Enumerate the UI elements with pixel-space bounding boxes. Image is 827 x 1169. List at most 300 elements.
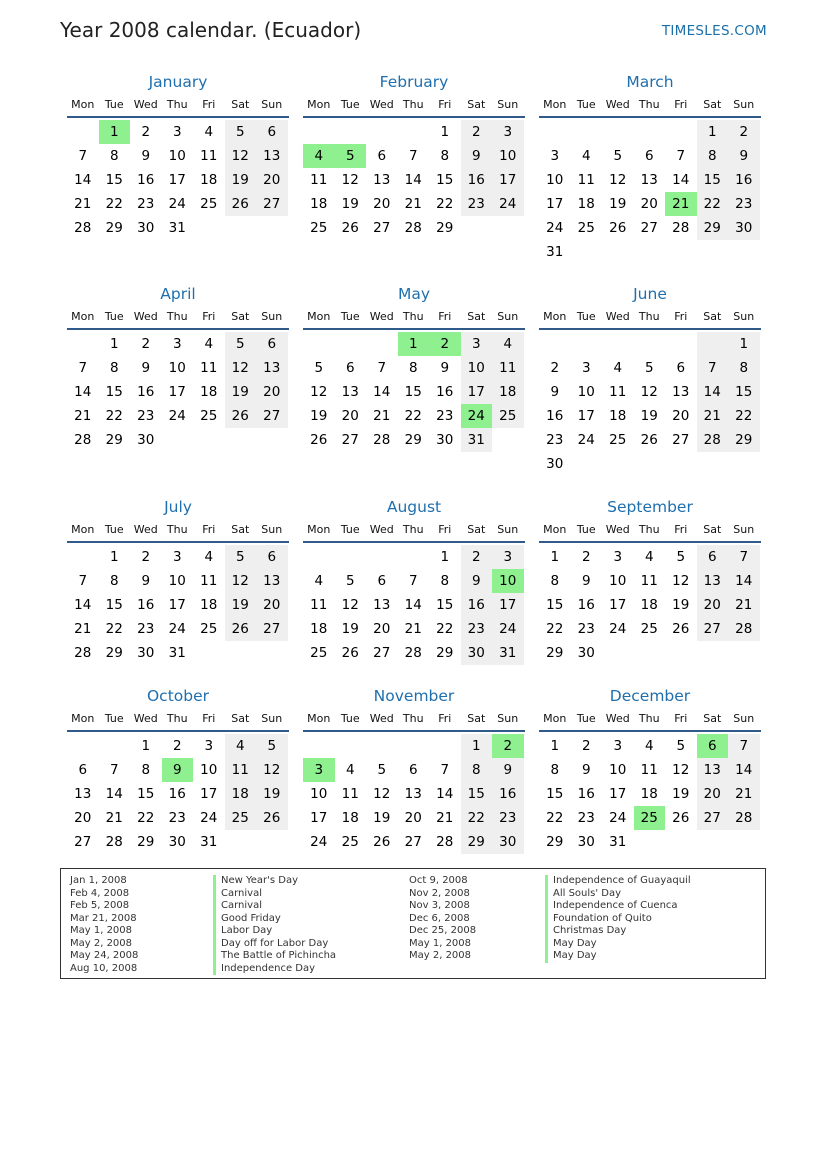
day-cell[interactable]: 21 (404, 196, 422, 212)
day-cell[interactable]: 24 (609, 810, 627, 826)
day-cell[interactable]: 26 (256, 806, 288, 830)
day-cell[interactable]: 19 (225, 593, 257, 617)
day-cell[interactable]: 28 (74, 432, 92, 448)
day-cell[interactable]: 20 (256, 168, 288, 192)
day-cell[interactable]: 19 (640, 408, 658, 424)
day-cell[interactable]: 11 (341, 786, 359, 802)
day-cell[interactable]: 23 (546, 432, 564, 448)
day-cell[interactable]: 24 (200, 810, 218, 826)
day-cell[interactable]: 2 (581, 738, 591, 754)
day-cell[interactable]: 8 (440, 573, 450, 589)
day-cell[interactable]: 26 (225, 192, 257, 216)
day-cell[interactable]: 17 (546, 196, 564, 212)
day-cell[interactable]: 21 (74, 621, 92, 637)
day-cell[interactable]: 22 (697, 192, 729, 216)
day-cell[interactable]: 29 (105, 220, 123, 236)
day-cell[interactable]: 17 (492, 593, 524, 617)
day-cell[interactable]: 2 (141, 124, 151, 140)
day-cell[interactable]: 16 (577, 786, 595, 802)
day-cell[interactable]: 20 (74, 810, 92, 826)
day-cell[interactable]: 4 (613, 360, 623, 376)
day-cell[interactable]: 4 (225, 734, 257, 758)
day-cell[interactable]: 18 (310, 196, 328, 212)
day-cell[interactable]: 20 (341, 408, 359, 424)
day-cell[interactable]: 28 (672, 220, 690, 236)
day-cell[interactable]: 11 (310, 597, 328, 613)
day-cell[interactable]: 13 (640, 172, 658, 188)
day-cell[interactable]: 8 (141, 762, 151, 778)
day-cell[interactable]: 12 (310, 384, 328, 400)
day-cell[interactable]: 14 (728, 569, 760, 593)
day-cell[interactable]: 5 (377, 762, 387, 778)
day-cell[interactable]: 3 (613, 738, 623, 754)
day-cell[interactable]: 31 (461, 428, 493, 452)
day-cell[interactable]: 23 (137, 196, 155, 212)
day-cell[interactable]: 22 (728, 404, 760, 428)
day-cell[interactable]: 11 (200, 360, 218, 376)
day-cell[interactable]: 5 (256, 734, 288, 758)
day-cell[interactable]: 19 (609, 196, 627, 212)
day-cell[interactable]: 30 (577, 834, 595, 850)
day-cell[interactable]: 3 (204, 738, 214, 754)
day-cell[interactable]: 12 (672, 762, 690, 778)
day-cell[interactable]: 23 (137, 621, 155, 637)
day-cell[interactable]: 10 (168, 573, 186, 589)
day-cell[interactable]: 22 (436, 196, 454, 212)
day-cell[interactable]: 31 (168, 645, 186, 661)
day-cell[interactable]: 27 (672, 432, 690, 448)
day-cell[interactable]: 4 (581, 148, 591, 164)
day-cell[interactable]: 16 (546, 408, 564, 424)
day-cell[interactable]: 26 (225, 404, 257, 428)
day-cell[interactable]: 6 (256, 120, 288, 144)
day-cell[interactable]: 30 (461, 641, 493, 665)
day-cell[interactable]: 28 (404, 645, 422, 661)
day-cell[interactable]: 14 (74, 172, 92, 188)
day-cell[interactable]: 1 (440, 124, 450, 140)
holiday-day-cell[interactable]: 4 (303, 144, 335, 168)
day-cell[interactable]: 16 (577, 597, 595, 613)
day-cell[interactable]: 11 (200, 573, 218, 589)
day-cell[interactable]: 17 (461, 380, 493, 404)
day-cell[interactable]: 29 (137, 834, 155, 850)
day-cell[interactable]: 8 (550, 573, 560, 589)
day-cell[interactable]: 3 (461, 332, 493, 356)
holiday-day-cell[interactable]: 1 (398, 332, 430, 356)
day-cell[interactable]: 1 (550, 549, 560, 565)
day-cell[interactable]: 2 (461, 545, 493, 569)
day-cell[interactable]: 1 (109, 336, 119, 352)
day-cell[interactable]: 11 (492, 356, 524, 380)
day-cell[interactable]: 31 (546, 244, 564, 260)
day-cell[interactable]: 1 (728, 332, 760, 356)
day-cell[interactable]: 2 (461, 120, 493, 144)
day-cell[interactable]: 4 (314, 573, 324, 589)
day-cell[interactable]: 8 (109, 360, 119, 376)
day-cell[interactable]: 17 (168, 384, 186, 400)
day-cell[interactable]: 15 (436, 172, 454, 188)
day-cell[interactable]: 2 (172, 738, 182, 754)
day-cell[interactable]: 12 (373, 786, 391, 802)
day-cell[interactable]: 21 (373, 408, 391, 424)
day-cell[interactable]: 31 (492, 641, 524, 665)
day-cell[interactable]: 5 (613, 148, 623, 164)
day-cell[interactable]: 1 (109, 549, 119, 565)
day-cell[interactable]: 6 (644, 148, 654, 164)
day-cell[interactable]: 18 (200, 172, 218, 188)
day-cell[interactable]: 30 (436, 432, 454, 448)
day-cell[interactable]: 10 (461, 356, 493, 380)
day-cell[interactable]: 18 (225, 782, 257, 806)
day-cell[interactable]: 6 (377, 148, 387, 164)
day-cell[interactable]: 5 (225, 332, 257, 356)
day-cell[interactable]: 17 (492, 168, 524, 192)
day-cell[interactable]: 15 (105, 172, 123, 188)
day-cell[interactable]: 1 (461, 734, 493, 758)
day-cell[interactable]: 6 (676, 360, 686, 376)
day-cell[interactable]: 13 (373, 597, 391, 613)
day-cell[interactable]: 11 (310, 172, 328, 188)
day-cell[interactable]: 7 (109, 762, 119, 778)
day-cell[interactable]: 23 (492, 806, 524, 830)
day-cell[interactable]: 7 (408, 148, 418, 164)
holiday-day-cell[interactable]: 2 (492, 734, 524, 758)
holiday-day-cell[interactable]: 10 (492, 569, 524, 593)
day-cell[interactable]: 21 (728, 782, 760, 806)
holiday-day-cell[interactable]: 2 (429, 332, 461, 356)
day-cell[interactable]: 18 (577, 196, 595, 212)
day-cell[interactable]: 6 (256, 332, 288, 356)
day-cell[interactable]: 4 (204, 549, 214, 565)
day-cell[interactable]: 4 (492, 332, 524, 356)
day-cell[interactable]: 14 (404, 172, 422, 188)
day-cell[interactable]: 1 (697, 120, 729, 144)
day-cell[interactable]: 26 (672, 810, 690, 826)
day-cell[interactable]: 19 (256, 782, 288, 806)
day-cell[interactable]: 22 (404, 408, 422, 424)
day-cell[interactable]: 5 (225, 120, 257, 144)
holiday-day-cell[interactable]: 24 (461, 404, 493, 428)
day-cell[interactable]: 22 (105, 621, 123, 637)
day-cell[interactable]: 14 (74, 384, 92, 400)
day-cell[interactable]: 13 (672, 384, 690, 400)
day-cell[interactable]: 18 (310, 621, 328, 637)
day-cell[interactable]: 4 (345, 762, 355, 778)
day-cell[interactable]: 10 (609, 762, 627, 778)
day-cell[interactable]: 3 (613, 549, 623, 565)
day-cell[interactable]: 13 (256, 569, 288, 593)
day-cell[interactable]: 29 (436, 645, 454, 661)
day-cell[interactable]: 3 (492, 120, 524, 144)
day-cell[interactable]: 13 (256, 144, 288, 168)
day-cell[interactable]: 19 (341, 621, 359, 637)
day-cell[interactable]: 30 (492, 830, 524, 854)
day-cell[interactable]: 12 (256, 758, 288, 782)
day-cell[interactable]: 29 (436, 220, 454, 236)
day-cell[interactable]: 24 (168, 408, 186, 424)
day-cell[interactable]: 15 (697, 168, 729, 192)
day-cell[interactable]: 6 (345, 360, 355, 376)
day-cell[interactable]: 19 (341, 196, 359, 212)
day-cell[interactable]: 16 (137, 384, 155, 400)
day-cell[interactable]: 14 (105, 786, 123, 802)
day-cell[interactable]: 22 (137, 810, 155, 826)
day-cell[interactable]: 8 (697, 144, 729, 168)
day-cell[interactable]: 24 (577, 432, 595, 448)
site-name[interactable]: TIMESLES.COM (661, 23, 767, 39)
day-cell[interactable]: 10 (577, 384, 595, 400)
day-cell[interactable]: 15 (461, 782, 493, 806)
day-cell[interactable]: 16 (461, 168, 493, 192)
day-cell[interactable]: 18 (200, 384, 218, 400)
day-cell[interactable]: 9 (492, 758, 524, 782)
day-cell[interactable]: 21 (74, 408, 92, 424)
day-cell[interactable]: 30 (137, 432, 155, 448)
day-cell[interactable]: 20 (672, 408, 690, 424)
day-cell[interactable]: 25 (200, 196, 218, 212)
day-cell[interactable]: 11 (640, 573, 658, 589)
day-cell[interactable]: 13 (341, 384, 359, 400)
day-cell[interactable]: 16 (436, 384, 454, 400)
day-cell[interactable]: 19 (672, 786, 690, 802)
holiday-day-cell[interactable]: 9 (162, 758, 194, 782)
day-cell[interactable]: 2 (581, 549, 591, 565)
day-cell[interactable]: 1 (550, 738, 560, 754)
day-cell[interactable]: 2 (141, 336, 151, 352)
day-cell[interactable]: 13 (256, 356, 288, 380)
day-cell[interactable]: 20 (697, 593, 729, 617)
day-cell[interactable]: 25 (341, 834, 359, 850)
day-cell[interactable]: 19 (373, 810, 391, 826)
day-cell[interactable]: 15 (546, 786, 564, 802)
day-cell[interactable]: 8 (109, 573, 119, 589)
day-cell[interactable]: 25 (492, 404, 524, 428)
day-cell[interactable]: 8 (440, 148, 450, 164)
day-cell[interactable]: 2 (550, 360, 560, 376)
day-cell[interactable]: 10 (609, 573, 627, 589)
day-cell[interactable]: 28 (404, 220, 422, 236)
day-cell[interactable]: 16 (461, 593, 493, 617)
day-cell[interactable]: 27 (404, 834, 422, 850)
day-cell[interactable]: 9 (461, 144, 493, 168)
holiday-day-cell[interactable]: 5 (335, 144, 367, 168)
day-cell[interactable]: 9 (141, 360, 151, 376)
day-cell[interactable]: 1 (440, 549, 450, 565)
day-cell[interactable]: 9 (581, 573, 591, 589)
day-cell[interactable]: 17 (168, 172, 186, 188)
day-cell[interactable]: 28 (373, 432, 391, 448)
day-cell[interactable]: 3 (172, 124, 182, 140)
day-cell[interactable]: 12 (341, 597, 359, 613)
day-cell[interactable]: 22 (546, 810, 564, 826)
day-cell[interactable]: 2 (728, 120, 760, 144)
day-cell[interactable]: 19 (225, 380, 257, 404)
day-cell[interactable]: 7 (728, 734, 760, 758)
day-cell[interactable]: 28 (74, 645, 92, 661)
day-cell[interactable]: 26 (672, 621, 690, 637)
day-cell[interactable]: 5 (676, 738, 686, 754)
day-cell[interactable]: 30 (137, 220, 155, 236)
day-cell[interactable]: 26 (640, 432, 658, 448)
day-cell[interactable]: 29 (404, 432, 422, 448)
day-cell[interactable]: 3 (172, 549, 182, 565)
day-cell[interactable]: 9 (728, 144, 760, 168)
day-cell[interactable]: 29 (697, 216, 729, 240)
day-cell[interactable]: 24 (492, 192, 524, 216)
day-cell[interactable]: 8 (408, 360, 418, 376)
day-cell[interactable]: 5 (644, 360, 654, 376)
day-cell[interactable]: 12 (672, 573, 690, 589)
day-cell[interactable]: 7 (440, 762, 450, 778)
day-cell[interactable]: 11 (577, 172, 595, 188)
day-cell[interactable]: 25 (609, 432, 627, 448)
day-cell[interactable]: 27 (697, 806, 729, 830)
day-cell[interactable]: 27 (640, 220, 658, 236)
day-cell[interactable]: 28 (728, 806, 760, 830)
day-cell[interactable]: 15 (436, 597, 454, 613)
day-cell[interactable]: 3 (581, 360, 591, 376)
day-cell[interactable]: 23 (461, 617, 493, 641)
day-cell[interactable]: 30 (168, 834, 186, 850)
day-cell[interactable]: 11 (225, 758, 257, 782)
day-cell[interactable]: 9 (581, 762, 591, 778)
day-cell[interactable]: 22 (546, 621, 564, 637)
day-cell[interactable]: 29 (546, 645, 564, 661)
day-cell[interactable]: 23 (728, 192, 760, 216)
day-cell[interactable]: 9 (461, 569, 493, 593)
holiday-day-cell[interactable]: 3 (303, 758, 335, 782)
day-cell[interactable]: 20 (640, 196, 658, 212)
day-cell[interactable]: 19 (310, 408, 328, 424)
day-cell[interactable]: 16 (137, 172, 155, 188)
day-cell[interactable]: 7 (728, 545, 760, 569)
day-cell[interactable]: 25 (225, 806, 257, 830)
day-cell[interactable]: 10 (546, 172, 564, 188)
day-cell[interactable]: 30 (728, 216, 760, 240)
day-cell[interactable]: 17 (609, 597, 627, 613)
day-cell[interactable]: 27 (74, 834, 92, 850)
day-cell[interactable]: 11 (200, 148, 218, 164)
day-cell[interactable]: 18 (200, 597, 218, 613)
day-cell[interactable]: 4 (644, 549, 654, 565)
day-cell[interactable]: 10 (492, 144, 524, 168)
day-cell[interactable]: 24 (168, 196, 186, 212)
day-cell[interactable]: 22 (436, 621, 454, 637)
day-cell[interactable]: 5 (314, 360, 324, 376)
day-cell[interactable]: 26 (373, 834, 391, 850)
day-cell[interactable]: 20 (256, 380, 288, 404)
day-cell[interactable]: 27 (256, 617, 288, 641)
day-cell[interactable]: 13 (697, 758, 729, 782)
day-cell[interactable]: 17 (310, 810, 328, 826)
day-cell[interactable]: 25 (640, 621, 658, 637)
day-cell[interactable]: 6 (256, 545, 288, 569)
day-cell[interactable]: 15 (137, 786, 155, 802)
day-cell[interactable]: 7 (78, 148, 88, 164)
day-cell[interactable]: 6 (78, 762, 88, 778)
day-cell[interactable]: 16 (137, 597, 155, 613)
day-cell[interactable]: 23 (137, 408, 155, 424)
day-cell[interactable]: 17 (200, 786, 218, 802)
day-cell[interactable]: 12 (225, 356, 257, 380)
day-cell[interactable]: 27 (697, 617, 729, 641)
day-cell[interactable]: 14 (74, 597, 92, 613)
day-cell[interactable]: 7 (408, 573, 418, 589)
day-cell[interactable]: 24 (546, 220, 564, 236)
day-cell[interactable]: 13 (74, 786, 92, 802)
day-cell[interactable]: 17 (609, 786, 627, 802)
holiday-day-cell[interactable]: 6 (697, 734, 729, 758)
day-cell[interactable]: 28 (697, 428, 729, 452)
day-cell[interactable]: 26 (609, 220, 627, 236)
day-cell[interactable]: 18 (492, 380, 524, 404)
day-cell[interactable]: 3 (550, 148, 560, 164)
day-cell[interactable]: 18 (341, 810, 359, 826)
day-cell[interactable]: 20 (373, 196, 391, 212)
day-cell[interactable]: 29 (546, 834, 564, 850)
day-cell[interactable]: 16 (168, 786, 186, 802)
day-cell[interactable]: 24 (492, 617, 524, 641)
day-cell[interactable]: 15 (728, 380, 760, 404)
day-cell[interactable]: 8 (461, 758, 493, 782)
day-cell[interactable]: 21 (697, 404, 729, 428)
day-cell[interactable]: 7 (78, 360, 88, 376)
day-cell[interactable]: 30 (577, 645, 595, 661)
day-cell[interactable]: 24 (310, 834, 328, 850)
day-cell[interactable]: 16 (728, 168, 760, 192)
day-cell[interactable]: 23 (577, 810, 595, 826)
day-cell[interactable]: 14 (373, 384, 391, 400)
day-cell[interactable]: 28 (436, 834, 454, 850)
day-cell[interactable]: 8 (109, 148, 119, 164)
day-cell[interactable]: 21 (74, 196, 92, 212)
day-cell[interactable]: 25 (310, 645, 328, 661)
day-cell[interactable]: 4 (204, 336, 214, 352)
day-cell[interactable]: 1 (141, 738, 151, 754)
day-cell[interactable]: 7 (697, 356, 729, 380)
day-cell[interactable]: 25 (577, 220, 595, 236)
day-cell[interactable]: 15 (105, 384, 123, 400)
day-cell[interactable]: 4 (204, 124, 214, 140)
day-cell[interactable]: 29 (728, 428, 760, 452)
day-cell[interactable]: 9 (141, 148, 151, 164)
day-cell[interactable]: 26 (341, 220, 359, 236)
day-cell[interactable]: 20 (404, 810, 422, 826)
day-cell[interactable]: 5 (676, 549, 686, 565)
day-cell[interactable]: 15 (404, 384, 422, 400)
day-cell[interactable]: 25 (200, 408, 218, 424)
day-cell[interactable]: 13 (373, 172, 391, 188)
day-cell[interactable]: 3 (172, 336, 182, 352)
day-cell[interactable]: 6 (377, 573, 387, 589)
day-cell[interactable]: 29 (105, 645, 123, 661)
day-cell[interactable]: 26 (225, 617, 257, 641)
day-cell[interactable]: 29 (461, 830, 493, 854)
day-cell[interactable]: 29 (105, 432, 123, 448)
day-cell[interactable]: 12 (225, 569, 257, 593)
day-cell[interactable]: 7 (377, 360, 387, 376)
day-cell[interactable]: 10 (168, 360, 186, 376)
day-cell[interactable]: 8 (550, 762, 560, 778)
day-cell[interactable]: 11 (640, 762, 658, 778)
day-cell[interactable]: 18 (640, 786, 658, 802)
day-cell[interactable]: 19 (672, 597, 690, 613)
day-cell[interactable]: 21 (105, 810, 123, 826)
day-cell[interactable]: 14 (404, 597, 422, 613)
day-cell[interactable]: 27 (373, 220, 391, 236)
day-cell[interactable]: 25 (200, 621, 218, 637)
day-cell[interactable]: 21 (728, 593, 760, 617)
